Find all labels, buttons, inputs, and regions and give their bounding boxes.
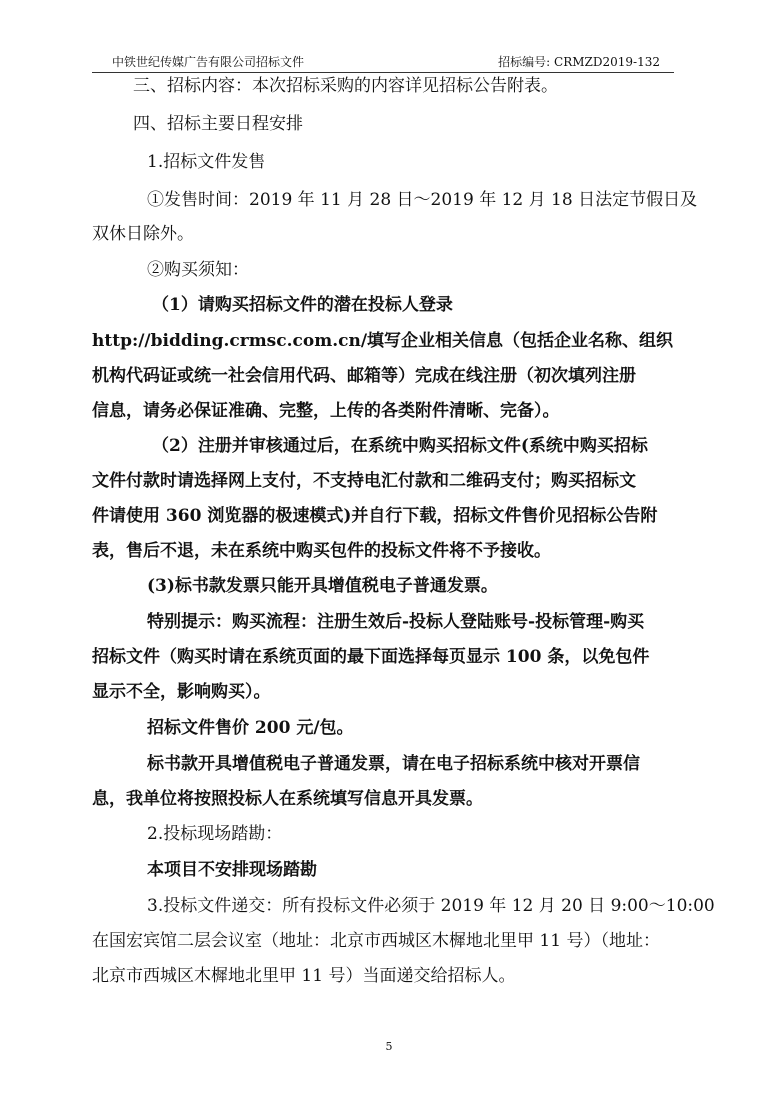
purchase-step-1-line-4: 信息，请务必保证准确、完整，上传的各类附件清晰、完备）。 [92, 401, 560, 421]
purchase-step-2-line-2: 文件付款时请选择网上支付，不支持电汇付款和二维码支付；购买招标文 [92, 471, 636, 491]
price-line: 招标文件售价 200 元/包。 [147, 718, 354, 738]
purchase-notice-heading: ②购买须知： [147, 260, 249, 280]
purchase-step-1-line-1: （1）请购买招标文件的潜在投标人登录 [152, 295, 453, 315]
purchase-step-1-line-3: 机构代码证或统一社会信用代码、邮箱等）完成在线注册（初次填列注册 [92, 366, 636, 386]
page-number: 5 [385, 1040, 393, 1053]
special-note-line-1: 特别提示：购买流程：注册生效后-投标人登陆账号-投标管理-购买 [147, 612, 645, 632]
submission-line-1: 3.投标文件递交：所有投标文件必须于 2019 年 12 月 20 日 9:00～10:00 [147, 896, 715, 916]
subsection-2-heading: 2.投标现场踏勘： [147, 824, 283, 844]
section-4-heading: 四、招标主要日程安排 [133, 114, 303, 134]
purchase-step-2-line-3: 件请使用 360 浏览器的极速模式)并自行下载，招标文件售价见招标公告附 [92, 506, 658, 526]
special-note-line-3: 显示不全，影响购买）。 [92, 682, 271, 702]
invoice-note-line-2: 息，我单位将按照投标人在系统填写信息开具发票。 [92, 789, 483, 809]
sale-time-line-1: ①发售时间：2019 年 11 月 28 日～2019 年 12 月 18 日法定节假日及 [147, 190, 698, 210]
site-visit-note: 本项目不安排现场踏勘 [147, 860, 317, 880]
submission-line-3: 北京市西城区木樨地北里甲 11 号）当面递交给招标人。 [92, 966, 516, 986]
invoice-note-line-1: 标书款开具增值税电子普通发票，请在电子招标系统中核对开票信 [147, 754, 640, 774]
purchase-step-2-line-4: 表，售后不退，未在系统中购买包件的投标文件将不予接收。 [92, 541, 551, 561]
submission-line-2: 在国宏宾馆二层会议室（地址：北京市西城区木樨地北里甲 11 号）（地址： [92, 931, 660, 951]
header-bid-number: 招标编号: CRMZD2019-132 [498, 55, 660, 69]
header-company: 中铁世纪传媒广告有限公司招标文件 [112, 55, 305, 69]
page-header [92, 50, 674, 73]
section-3-heading: 三、招标内容：本次招标采购的内容详见招标公告附表。 [133, 76, 558, 96]
subsection-1-heading: 1.招标文件发售 [147, 152, 266, 172]
purchase-step-1-line-2: http://bidding.crmsc.com.cn/填写企业相关信息（包括企业名称、组织 [92, 331, 674, 351]
purchase-step-2-line-1: （2）注册并审核通过后，在系统中购买招标文件(系统中购买招标 [152, 436, 648, 456]
special-note-line-2: 招标文件（购买时请在系统页面的最下面选择每页显示 100 条，以免包件 [92, 647, 650, 667]
sale-time-line-2: 双休日除外。 [92, 224, 194, 244]
purchase-step-3: (3)标书款发票只能开具增值税电子普通发票。 [147, 576, 498, 596]
